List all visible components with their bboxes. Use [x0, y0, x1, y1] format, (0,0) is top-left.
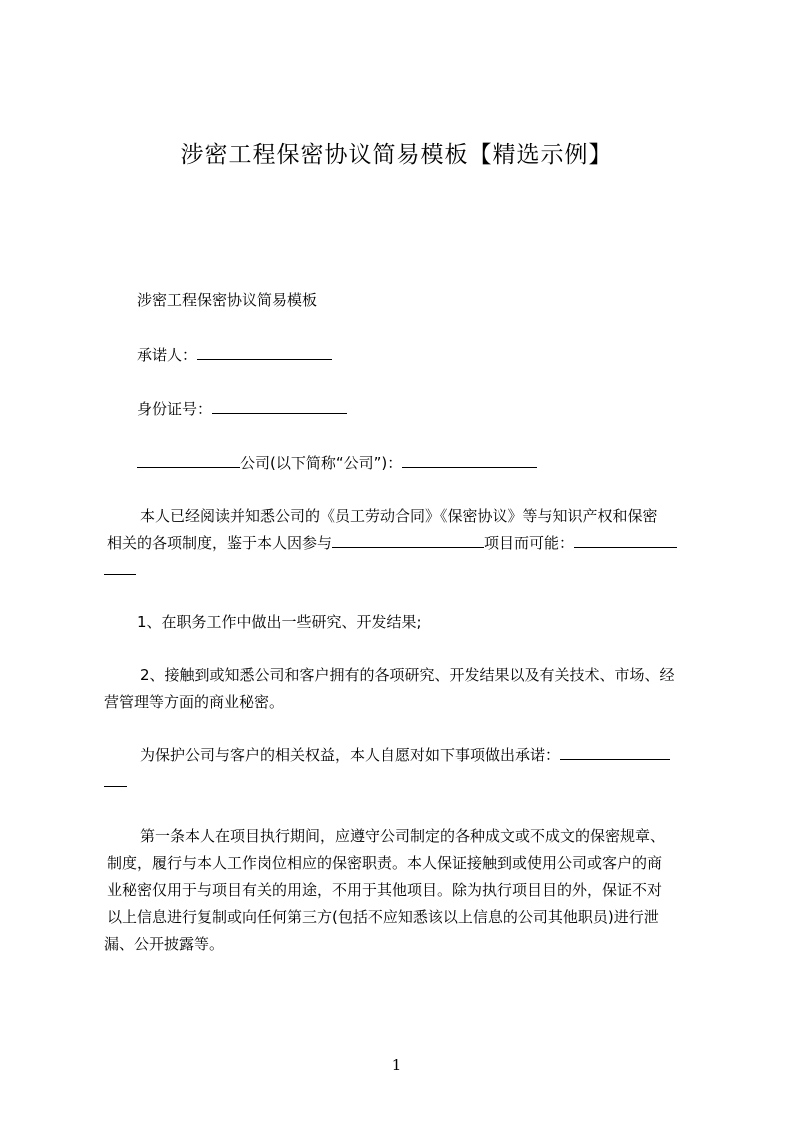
article-1-line-4: 以上信息进行复制或向任何第三方(包括不应知悉该以上信息的公司其他职员)进行泄	[107, 908, 659, 926]
promise-line-2	[104, 771, 127, 793]
article-1-line-1: 第一条本人在项目执行期间，应遵守公司制定的各种成文或不成文的保密规章、	[140, 827, 666, 845]
article-1-line-5: 漏、公开披露等。	[104, 935, 225, 953]
intro-line-2	[107, 532, 677, 554]
intro-line-2-text-a: 相关的各项制度，鉴于本人因参与	[107, 534, 333, 552]
project-blank	[332, 533, 484, 548]
promise-line-1	[140, 744, 670, 766]
promisor-label: 承诺人：	[137, 346, 198, 364]
intro-line-1: 本人已经阅读并知悉公司的《员工劳动合同》《保密协议》等与知识产权和保密	[140, 507, 658, 525]
promise-blank	[560, 745, 670, 760]
intro-wrap-blank	[104, 560, 136, 575]
company-row	[137, 452, 537, 474]
promise-wrap-blank	[104, 772, 127, 787]
article-1-line-2: 制度，履行与本人工作岗位相应的保密职责。本人保证接触到或使用公司或客户的商	[107, 854, 663, 872]
company-abbr-blank	[402, 453, 537, 468]
article-1-line-3: 业秘密仅用于与项目有关的用途，不用于其他项目。除为执行项目目的外，保证不对	[107, 881, 663, 899]
item-2-line-1: 2、接触到或知悉公司和客户拥有的各项研究、开发结果以及有关技术、市场、经	[140, 666, 675, 684]
page-number: 1	[391, 1056, 402, 1074]
id-blank	[212, 399, 347, 414]
id-row	[137, 398, 347, 420]
company-label: 公司(以下简称“公司”)：	[240, 454, 403, 472]
intro-line-2-text-b: 项目而可能：	[484, 534, 575, 552]
intro-line-3	[104, 559, 136, 581]
document-subtitle: 涉密工程保密协议简易模板	[137, 291, 318, 309]
id-label: 身份证号：	[137, 400, 213, 418]
item-2-line-2: 营管理等方面的商业秘密。	[104, 693, 285, 711]
document-title: 涉密工程保密协议简易模板【精选示例】	[180, 142, 613, 168]
company-name-blank	[137, 453, 240, 468]
promisor-blank	[197, 345, 332, 360]
item-1: 1、在职务工作中做出一些研究、开发结果;	[137, 613, 422, 631]
promise-text: 为保护公司与客户的相关权益，本人自愿对如下事项做出承诺：	[140, 746, 561, 764]
promisor-row	[137, 344, 332, 366]
intro-trailing-blank	[574, 533, 677, 548]
